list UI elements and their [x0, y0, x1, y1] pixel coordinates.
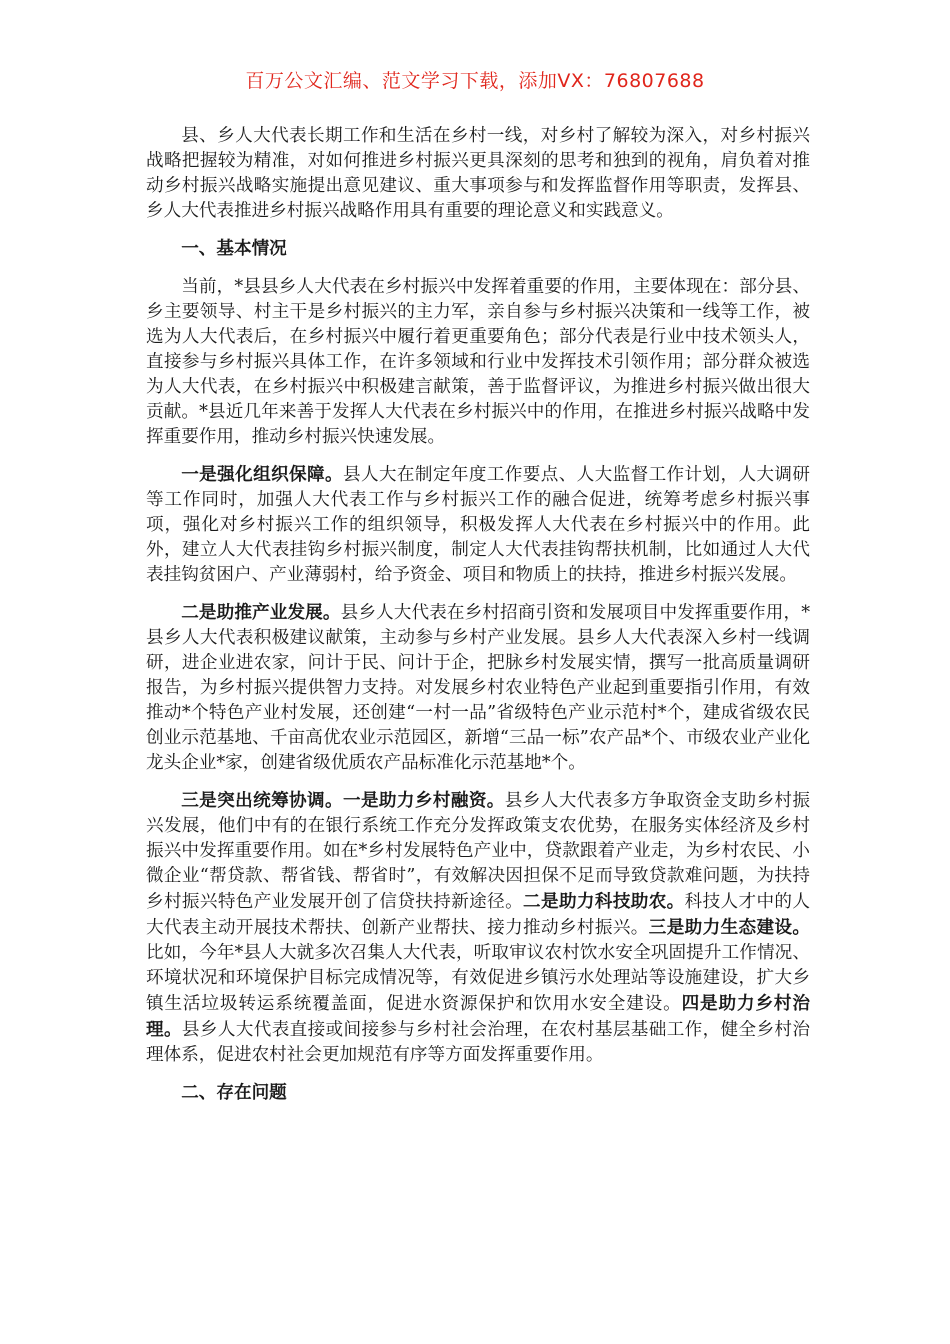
paragraph-industry	[146, 600, 810, 776]
lead-organization: 一是强化组织保障。	[181, 464, 343, 485]
lead-technology: 二是助力科技助农。	[523, 891, 685, 912]
text-organization: 县人大在制定年度工作要点、人大监督工作计划，人大调研等工作同时，加强人大代表工作与乡村振兴工作的融合促进，统筹考虑乡村振兴事项，强化对乡村振兴工作的组织领导，积极发挥人大代表在乡村振兴中的作用。此外，建立人大代表挂钩乡村振兴制度，制定人大代表挂钩帮扶机制，比如通过人大代表挂钩贫困户、产业薄弱村，给予资金、项目和物质上的扶持，推进乡村振兴发展。	[146, 465, 810, 585]
text-financing: 县乡人大代表多方争取资金支助乡村振兴发展，他们中有的在银行系统工作充分发挥政策支农优势，在服务实体经济及乡村振兴中发挥重要作用。如在*乡村发展特色产业中，贷款跟着产业走，为乡村农民、小微企业“帮贷款、帮省钱、帮省时”，有效解决因担保不足而导致贷款难问题，为扶持乡村振兴特色产业发展开创了信贷扶持新途径。	[146, 791, 810, 912]
text-industry: 县乡人大代表在乡村招商引资和发展项目中发挥重要作用，*县乡人大代表积极建议献策，主动参与乡村产业发展。县乡人大代表深入乡村一线调研，进企业进农家，问计于民、问计于企，把脉乡村发展实情，撰写一批高质量调研报告，为乡村振兴提供智力支持。对发展乡村农业特色产业起到重要指引作用，有效推动*个特色产业村发展，还创建“一村一品”省级特色产业示范村*个，建成省级农民创业示范基地、千亩高优农业示范园区，新增“三品一标”农产品*个、市级农业产业化龙头企业*家，创建省级优质农产品标准化示范基地*个。	[146, 603, 810, 773]
lead-governance: 四是助力乡村治理。	[146, 993, 810, 1040]
lead-coordination: 三是突出统筹协调。	[181, 790, 343, 811]
paragraph-organization	[146, 462, 810, 588]
text-governance: 县乡人大代表直接或间接参与乡村社会治理，在农村基层基础工作，健全乡村治理体系，促进农村社会更加规范有序等方面发挥重要作用。	[146, 1020, 810, 1065]
paragraph-coordination	[146, 788, 810, 1068]
text-technology: 科技人才中的人大代表主动开展技术帮扶、创新产业帮扶、接力推动乡村振兴。	[146, 892, 810, 938]
lead-ecology: 三是助力生态建设。	[648, 917, 810, 938]
section-heading-basic-situation: 一、基本情况	[181, 238, 287, 259]
document-body	[146, 124, 810, 1119]
paragraph-current-situation: 当前，*县县乡人大代表在乡村振兴中发挥着重要的作用，主要体现在：部分县、乡主要领导、村主干是乡村振兴的主力军，亲自参与乡村振兴决策和一线等工作，被选为人大代表后，在乡村振兴中履行着更重要角色；部分代表是行业中技术领头人，直接参与乡村振兴具体工作，在许多领域和行业中发挥技术引领作用；部分群众被选为人大代表，在乡村振兴中积极建言献策，善于监督评议，为推进乡村振兴做出很大贡献。*县近几年来善于发挥人大代表在乡村振兴中的作用，在推进乡村振兴战略中发挥重要作用，推动乡村振兴快速发展。	[146, 277, 810, 447]
lead-financing: 一是助力乡村融资。	[342, 790, 505, 811]
intro-paragraph: 县、乡人大代表长期工作和生活在乡村一线，对乡村了解较为深入，对乡村振兴战略把握较为精准，对如何推进乡村振兴更具深刻的思考和独到的视角，肩负着对推动乡村振兴战略实施提出意见建议、重大事项参与和发挥监督作用等职责，发挥县、乡人大代表推进乡村振兴战略作用具有重要的理论意义和实践意义。	[146, 126, 810, 221]
document-header-banner: 百万公文汇编、范文学习下载，添加VX：76807688	[245, 70, 705, 92]
section-heading-problems: 二、存在问题	[181, 1082, 287, 1103]
text-ecology: 比如，今年*县人大就多次召集人大代表，听取审议农村饮水安全巩固提升工作情况、环境状况和环境保护目标完成情况等，有效促进乡镇污水处理站等设施建设，扩大乡镇生活垃圾转运系统覆盖面，促进水资源保护和饮用水安全建设。	[146, 943, 810, 1014]
lead-industry: 二是助推产业发展。	[181, 602, 341, 623]
